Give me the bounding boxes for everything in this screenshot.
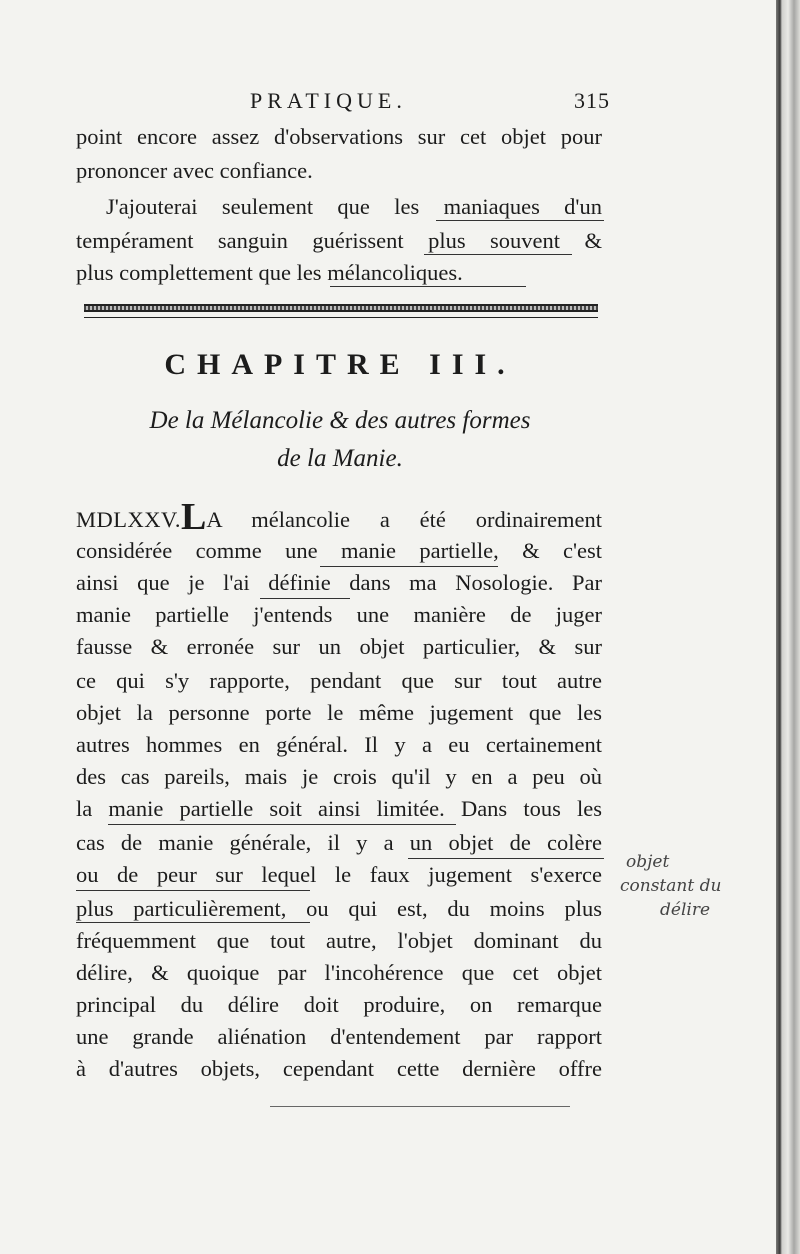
pen-underline — [424, 254, 572, 255]
section-rule-thin — [84, 317, 598, 318]
paragraph-number: MDLXXV. — [76, 507, 181, 532]
pen-underline — [408, 858, 604, 859]
paragraph-first-line — [76, 496, 602, 538]
text-line: une grande aliénation d'entendement par rapport — [76, 1024, 602, 1049]
text-line: des cas pareils, mais je crois qu'il y en a peu où — [76, 764, 602, 789]
drop-cap: L — [180, 496, 207, 538]
pen-underline — [330, 286, 526, 287]
text-line: ou de peur sur lequel le faux jugement s'exerce — [76, 862, 602, 887]
text-line: fausse & erronée sur un objet particulier, & sur — [76, 634, 602, 659]
text-line: plus complettement que les mélancoliques. — [76, 260, 463, 285]
text-line: prononcer avec confiance. — [76, 158, 313, 183]
section-rule — [84, 304, 598, 312]
text-line: autres hommes en général. Il y a eu certainement — [76, 732, 602, 757]
margin-note-line: délire — [660, 900, 711, 920]
handwritten-margin-note — [620, 850, 770, 922]
text-line: délire, & quoique par l'incohérence que cet objet — [76, 960, 602, 985]
text-line: ce qui s'y rapporte, pendant que sur tout autre — [76, 668, 602, 693]
text-line: à d'autres objets, cependant cette dernière offre — [76, 1056, 602, 1081]
running-head: PRATIQUE. — [250, 88, 407, 113]
text-line: tempérament sanguin guérissent plus souvent & — [76, 228, 602, 253]
text-line: considérée comme une manie partielle, & c'est — [76, 538, 602, 563]
text-line: ainsi que je l'ai définie dans ma Nosologie. Par — [76, 570, 602, 595]
pen-underline — [108, 824, 456, 825]
margin-note-line: objet — [626, 852, 670, 872]
text-line: plus particulièrement, ou qui est, du moins plus — [76, 896, 602, 921]
text-line: point encore assez d'observations sur cet objet pour — [76, 124, 602, 149]
pen-underline — [320, 566, 498, 567]
text-line: principal du délire doit produire, on remarque — [76, 992, 602, 1017]
page-edge — [776, 0, 800, 1254]
pen-underline — [76, 922, 310, 923]
pen-underline — [436, 220, 604, 221]
text-line: objet la personne porte le même jugement que les — [76, 700, 602, 725]
page-number: 315 — [574, 88, 610, 113]
chapter-title: CHAPITRE III. — [164, 348, 516, 381]
text-line: J'ajouterai seulement que les maniaques d'un — [106, 194, 602, 219]
chapter-subtitle: De la Mélancolie & des autres formes — [149, 407, 531, 434]
text-line: fréquemment que tout autre, l'objet dominant du — [76, 928, 602, 953]
text-line: cas de manie générale, il y a un objet de colère — [76, 830, 602, 855]
margin-note-line: constant du — [620, 876, 722, 896]
text-line: la manie partielle soit ainsi limitée. Dans tous les — [76, 796, 602, 821]
pen-underline — [76, 890, 310, 891]
first-line-text: A mélancolie a été ordinairement — [206, 507, 602, 532]
faint-rule — [270, 1106, 570, 1107]
text-line: manie partielle j'entends une manière de juger — [76, 602, 602, 627]
page-header — [250, 88, 610, 118]
chapter-subtitle: de la Manie. — [277, 445, 403, 472]
pen-underline — [260, 598, 350, 599]
